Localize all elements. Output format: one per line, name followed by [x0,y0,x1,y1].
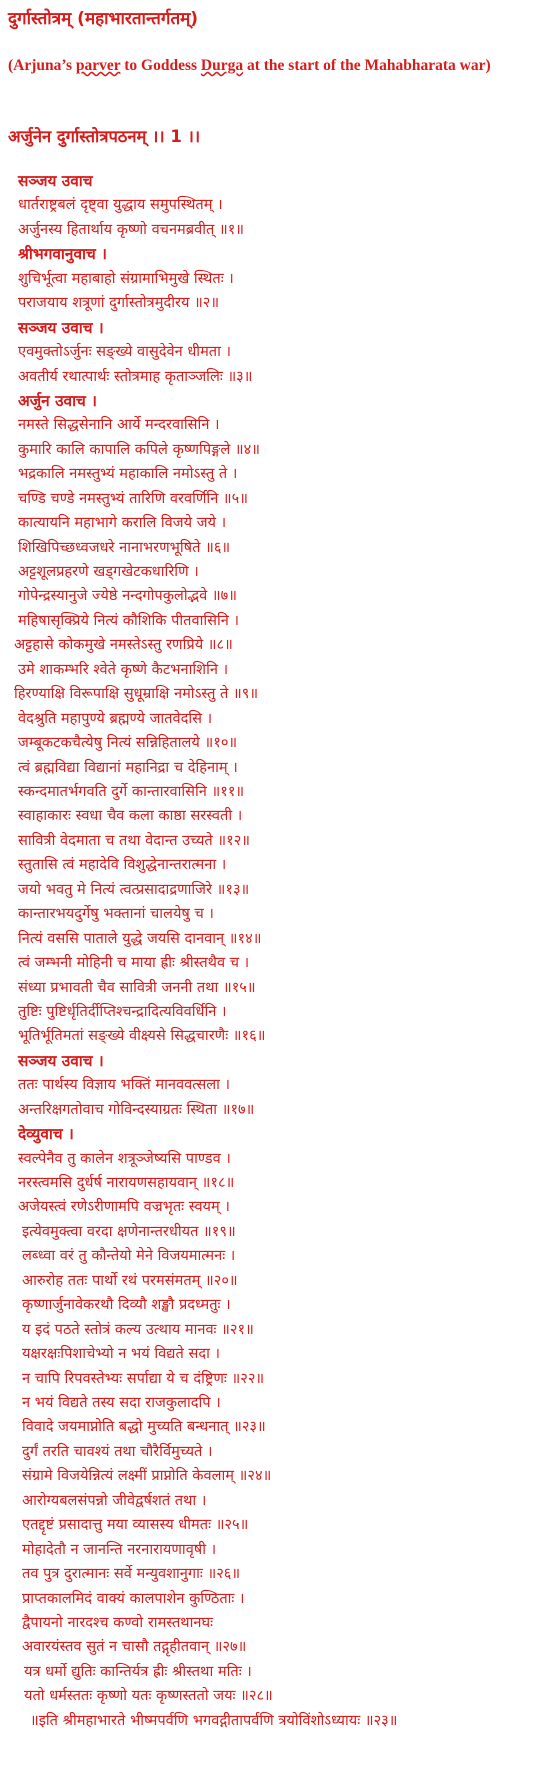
verse-line: दुर्गं तरति चावश्यं तथा चौरैर्विमुच्यते । [22,1442,213,1460]
verse-line: संध्या प्रभावती चैव सावित्री जननी तथा ॥१५॥ [18,978,256,996]
speaker-heading: सञ्जय उवाच । [18,318,104,337]
verse-line: मोहादेतौ न जानन्ति नरनारायणावृषी । [22,1540,217,1558]
verse-line: भूतिर्भूतिमतां सङ्ख्ये वीक्ष्यसे सिद्धचारणैः ॥१६॥ [18,1027,266,1045]
verse-line: वेदश्रुति महापुण्ये ब्रह्मण्ये जातवेदसि । [18,709,213,727]
verse-line: स्कन्दमातर्भगवति दुर्गे कान्तारवासिनि ॥११॥ [18,783,245,800]
verse-line: त्वं ब्रह्मविद्या विद्यानां महानिद्रा च देहिनाम् । [18,758,238,776]
speaker-heading: सञ्जय उवाच [18,172,93,190]
verse-line: प्राप्तकालमिदं वाक्यं कालपाशेन कुण्ठिताः । [22,1589,245,1607]
verse-line: अवारयंस्तव सुतं न चासौ तद्गृहीतवान् ॥२७॥ [22,1638,247,1656]
verse-line: उमे शाकम्भरि श्वेते कृष्णे कैटभनाशिनि । [18,660,229,678]
verse-line: सावित्री वेदमाता च तथा वेदान्त उच्यते ॥१२॥ [18,831,251,849]
verse-line: अवतीर्य रथात्पार्थः स्तोत्रमाह कृताञ्जलिः ॥३॥ [18,367,253,385]
verse-line: भद्रकालि नमस्तुभ्यं महाकालि नमोऽस्तु ते । [18,465,238,483]
verse-line: अट्टहासे कोकमुखे नमस्तेऽस्तु रणप्रिये ॥८॥ [14,636,233,654]
verse-line: नरस्त्वमसि दुर्धर्ष नारायणसहायवान् ॥१८॥ [18,1174,235,1192]
verse-line: महिषासृक्प्रिये नित्यं कौशिकि पीतवासिनि । [18,611,240,629]
speaker-heading: सञ्जय उवाच । [18,1051,104,1070]
verse-line: पराजयाय शत्रूणां दुर्गास्तोत्रमुदीरय ॥२॥ [18,294,220,312]
document-title: दुर्गास्तोत्रम् (महाभारतान्तर्गतम्) [8,9,199,29]
verse-line: यक्षरक्षःपिशाचेभ्यो न भयं विद्यते सदा । [22,1345,221,1363]
verse-line: स्वाहाकारः स्वधा चैव कला काष्ठा सरस्वती । [18,807,243,825]
verse-line: कृष्णार्जुनावेकरथौ दिव्यौ शङ्खौ प्रदध्मतुः । [22,1296,231,1314]
verse-line: हिरण्याक्षि विरूपाक्षि सुधूम्राक्षि नमोऽस्तु ते ॥९॥ [14,685,259,703]
verse-line: अट्टशूलप्रहरणे खड्गखेटकधारिणि । [18,563,199,581]
subtitle-text: to Goddess [120,57,201,74]
verse-line: यतो धर्मस्ततः कृष्णो यतः कृष्णस्ततो जयः ॥२८॥ [24,1687,273,1705]
verse-line: चण्डि चण्डे नमस्तुभ्यं तारिणि वरवर्णिनि ॥५॥ [18,489,249,507]
verse-line: कात्यायनि महाभागे करालि विजये जये । [18,514,227,532]
verse-line: अजेयस्त्वं रणेऽरीणामपि वज्रभृतः स्वयम् । [18,1198,230,1216]
verse-line: ततः पार्थस्य विज्ञाय भक्तिं मानववत्सला । [18,1076,231,1094]
verse-line: जम्बूकटकचैत्येषु नित्यं सन्निहितालये ॥१०॥ [18,734,238,752]
verse-line: य इदं पठते स्तोत्रं कल्य उत्थाय मानवः ॥२१॥ [22,1320,254,1338]
verse-line: आरुरोह ततः पार्थो रथं परमसंमतम् ॥२०॥ [22,1271,238,1289]
speaker-heading: अर्जुन उवाच । [18,391,98,410]
subtitle-text: at the start of the Mahabharata war) [243,57,491,74]
verse-line: गोपेन्द्रस्यानुजे ज्येष्ठे नन्दगोपकुलोद्भवे ॥७॥ [18,587,237,605]
verse-line: न चापि रिपवस्तेभ्यः सर्पाद्या ये च दंष्ट्रिणः ॥२२॥ [22,1369,265,1387]
verse-line: द्वैपायनो नारदश्च कण्वो रामस्तथानघः [22,1613,214,1631]
verse-line: शिखिपिच्छध्वजधरे नानाभरणभूषिते ॥६॥ [18,538,231,556]
verse-line: नित्यं वससि पाताले युद्धे जयसि दानवान् ॥१४॥ [18,929,262,947]
verse-line: नमस्ते सिद्धसेनानि आर्ये मन्दरवासिनि । [18,416,220,434]
english-subtitle [8,56,538,76]
verse-line: त्वं जम्भनी मोहिनी च माया ह्रीः श्रीस्तथैव च । [18,954,250,972]
verse-line: लब्ध्वा वरं तु कौन्तेयो मेने विजयमात्मनः । [22,1247,236,1265]
verse-line: अर्जुनस्य हितार्थाय कृष्णो वचनमब्रवीत् ॥१॥ [18,220,245,238]
colophon-line: ॥इति श्रीमहाभारते भीष्मपर्वणि भगवद्गीतापर्वणि त्रयोविंशोऽध्यायः ॥२३॥ [30,1711,398,1729]
verse-line: एतद्दृष्टं प्रसादात्तु मया व्यासस्य धीमतः ॥२५॥ [22,1516,249,1534]
spellcheck-underlined-word: Durga [200,57,244,74]
verse-line: न भयं विद्यते तस्य सदा राजकुलादपि । [22,1394,221,1411]
verse-line: अन्तरिक्षगतोवाच गोविन्दस्याग्रतः स्थिता ॥१७॥ [18,1100,255,1118]
verse-line: शुचिर्भूत्वा महाबाहो संग्रामाभिमुखे स्थितः । [18,269,234,287]
verse-line: कान्तारभयदुर्गेषु भक्तानां चालयेषु च । [18,905,214,923]
chapter-heading: अर्जुनेन दुर्गास्तोत्रपठनम् ।। 1 ।। [8,127,201,146]
verse-line: इत्येवमुक्त्वा वरदा क्षणेनान्तरधीयत ॥१९॥ [22,1222,236,1240]
verse-line: स्तुतासि त्वं महादेवि विशुद्धेनान्तरात्मना । [18,856,227,874]
verse-line: जयो भवतु मे नित्यं त्वत्प्रसादाद्रणाजिरे ॥१३॥ [18,880,250,898]
verse-line: आरोग्यबलसंपन्नो जीवेद्वर्षशतं तथा । [22,1491,207,1509]
verse-line: स्वल्पेनैव तु कालेन शत्रूञ्जेष्यसि पाण्डव । [18,1149,231,1167]
verse-line: एवमुक्तोऽर्जुनः सङ्ख्ये वासुदेवेन धीमता । [18,343,232,361]
verse-line: यत्र धर्मो द्युतिः कान्तिर्यत्र ह्रीः श्रीस्तथा मतिः । [24,1662,252,1680]
verse-line: कुमारि कालि कापालि कपिले कृष्णपिङ्गले ॥४॥ [18,440,260,458]
verse-line: संग्रामे विजयेन्नित्यं लक्ष्मीं प्राप्नोति केवलाम् ॥२४॥ [22,1467,272,1485]
verse-line: विवादे जयमाप्नोति बद्धो मुच्यति बन्धनात् ॥२३॥ [22,1418,266,1436]
verse-line: तव पुत्र दुरात्मानः सर्वे मन्युवशानुगाः ॥२६॥ [22,1565,241,1583]
speaker-heading: श्रीभगवानुवाच । [18,245,107,264]
spellcheck-underlined-word: parver [75,57,121,74]
verse-line: तुष्टिः पुष्टिर्धृतिर्दीप्तिश्चन्द्रादित्यविवर्धिनि । [18,1002,227,1020]
subtitle-text: (Arjuna’s [8,57,76,74]
verse-line: धार्तराष्ट्रबलं दृष्ट्वा युद्धाय समुपस्थितम् । [18,196,223,214]
speaker-heading: देव्युवाच । [18,1125,74,1144]
